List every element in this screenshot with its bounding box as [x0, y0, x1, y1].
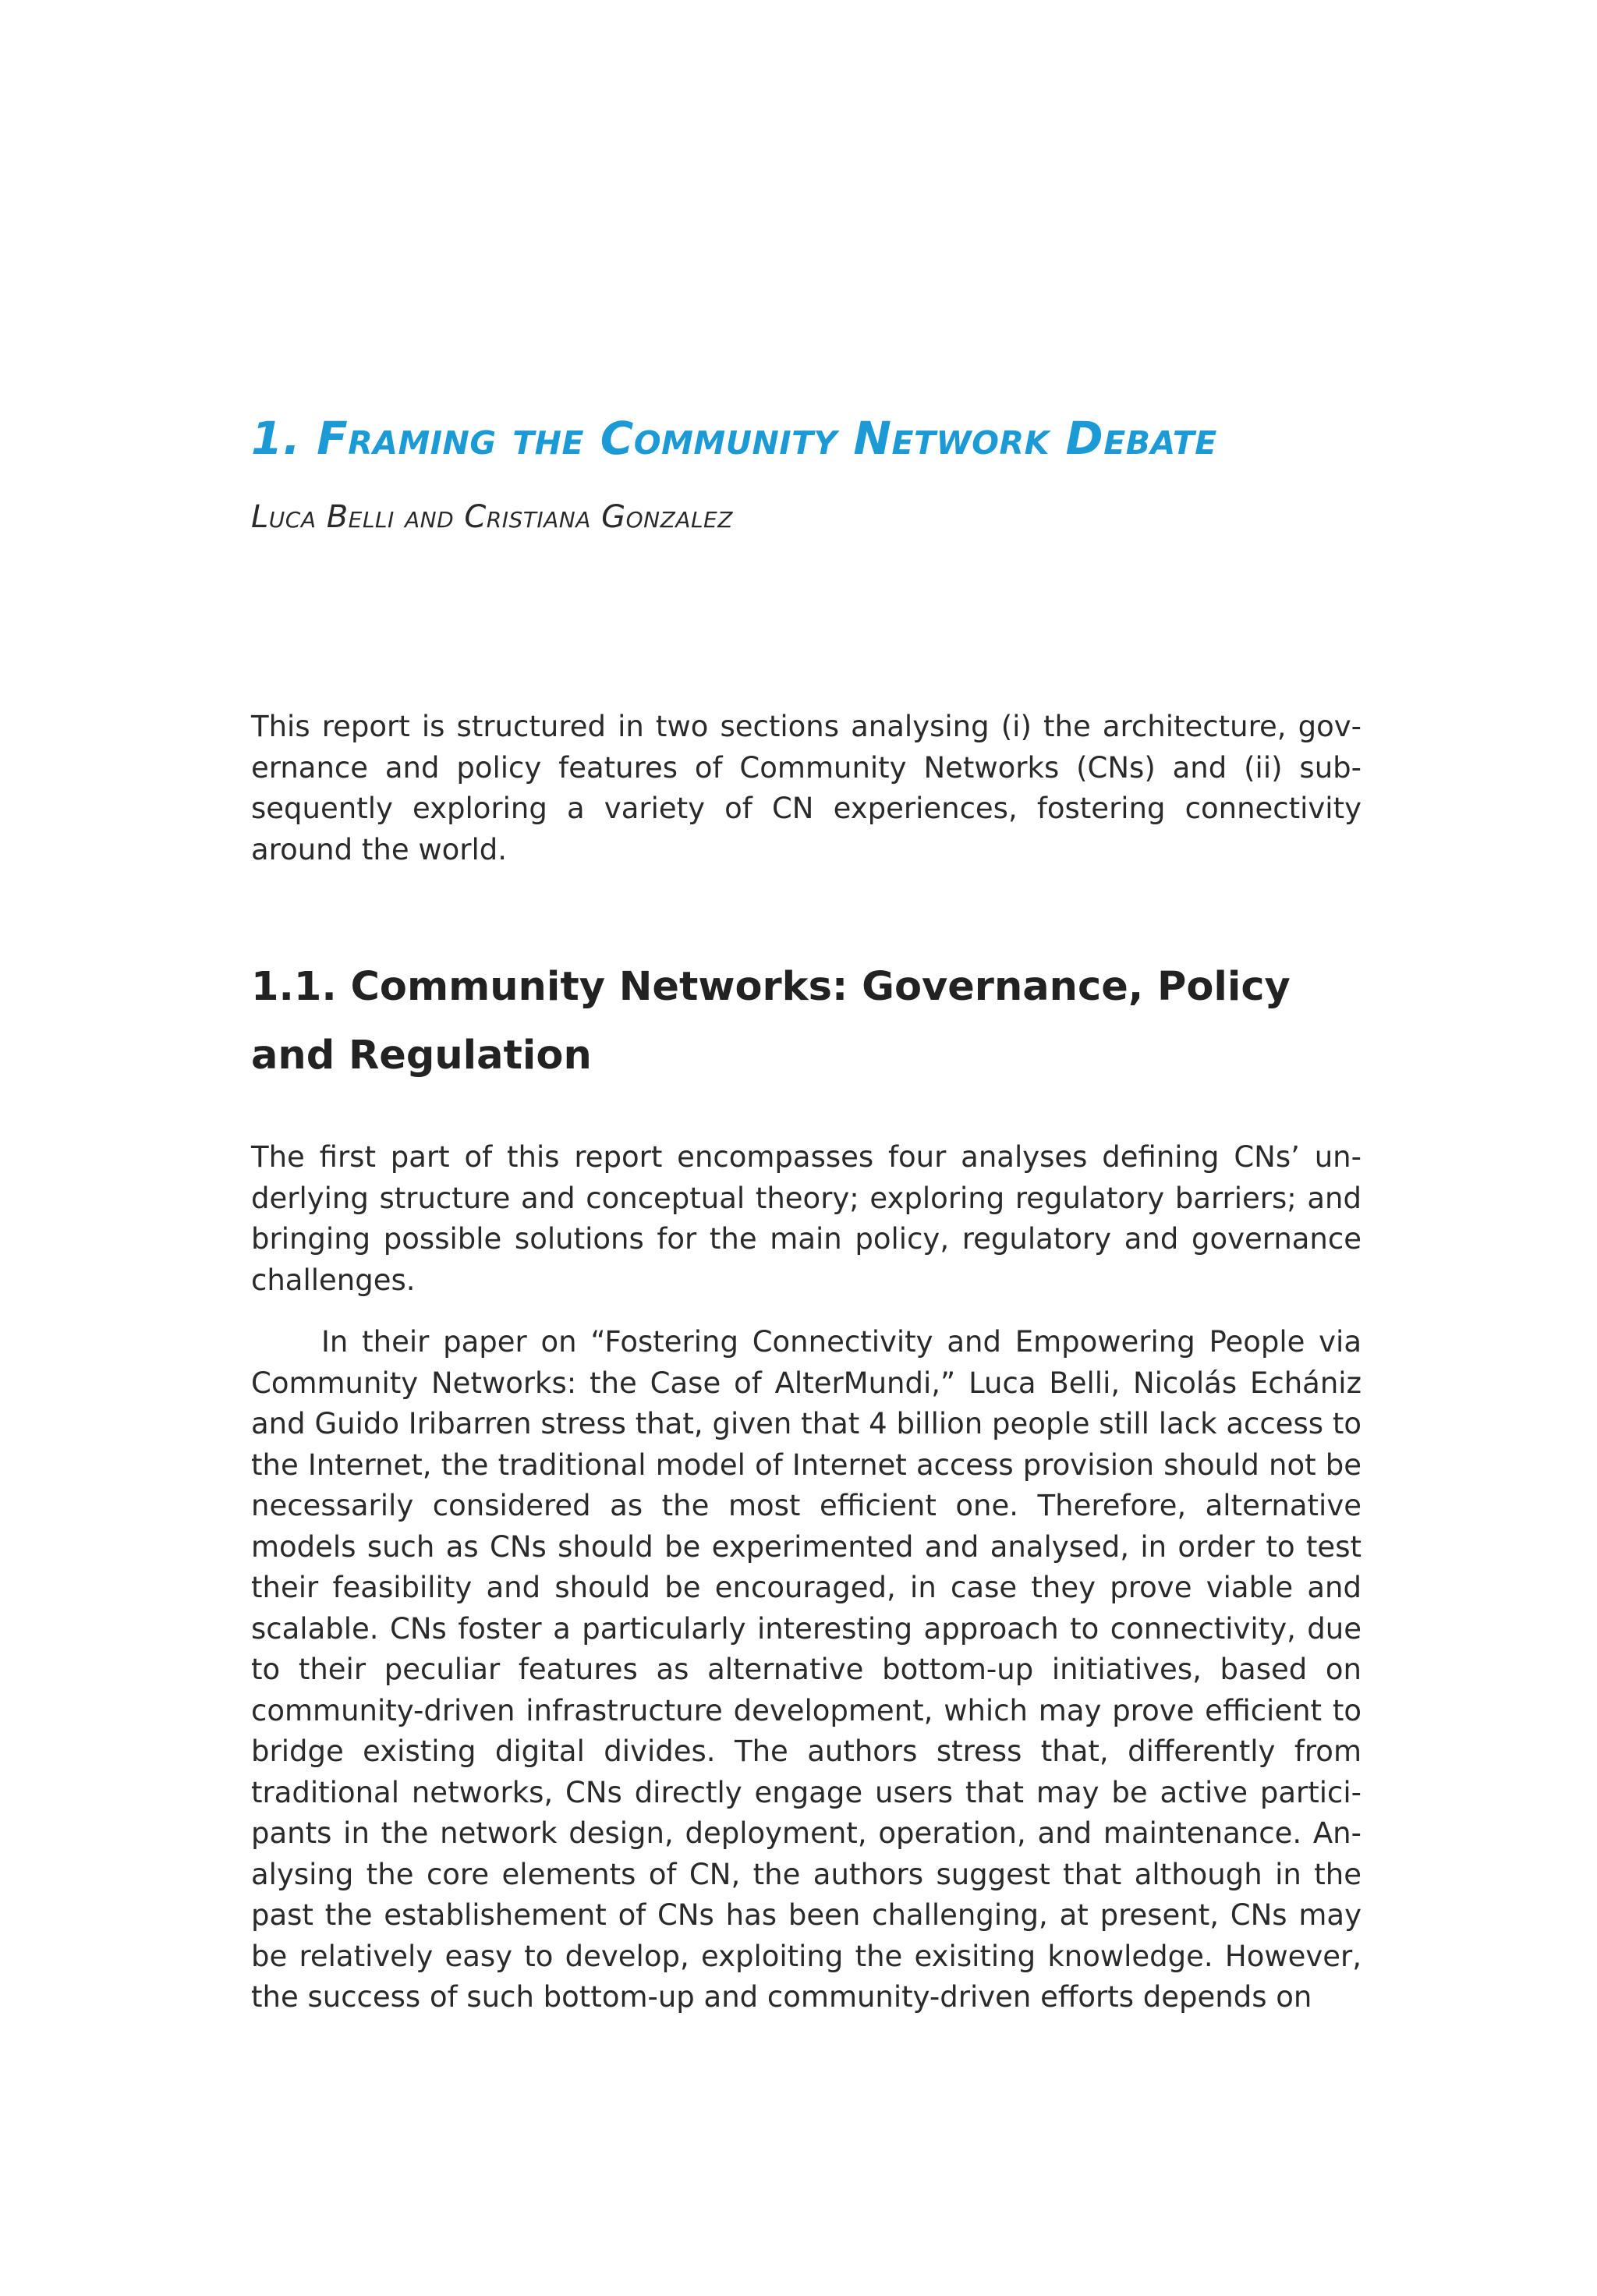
section-paragraph-1: The first part of this report encompasses four analyses defining CNs’ underlying structure and conceptual theory; exploring regulatory barriers; and bringing possible solutions for the main policy, regulatory and governance challenges.: [251, 1140, 1362, 1297]
section-heading: 1.1. Community Networks: Governance, Policy and Regulation: [251, 964, 1291, 1079]
intro-paragraph: This report is structured in two sections analysing (i) the architecture, governance and policy features of Community Networks (CNs) and (ii) subsequently exploring a variety of CN experiences, fostering connectivity around the world.: [251, 710, 1362, 866]
chapter-authors: Luca Belli and Cristiana Gonzalez: [251, 499, 733, 535]
section-paragraph-2: In their paper on “Fostering Connectivity and Empowering People via Community Networks: the Case of AlterMundi,” Luca Belli, Nicolás Echániz and Guido Iribarren stress that, given that 4 billion people still lack access to the Internet, the traditional model of Internet access provision should not be necessarily considered as the most efficient one. Therefore, alternative models such as CNs should be experimented and analysed, in order to test their feasibility and should be encouraged, in case they prove viable and scalable. CNs foster a particularly interesting approach to connectivity, due to their peculiar features as alternative bottom-up initiatives, based on community-driven infrastructure development, which may prove efficient to bridge existing digital divides. The authors stress that, differently from traditional networks, CNs directly engage users that may be active participants in the network design, deployment, operation, and maintenance. Analysing the core elements of CN, the authors suggest that although in the past the establishement of CNs has been challenging, at present, CNs may be relatively easy to develop, exploiting the exisiting knowledge. However, the success of such bottom-up and community-driven efforts depends on: [251, 1325, 1362, 2014]
chapter-title: 1. Framing the Community Network Debate: [251, 412, 1217, 465]
